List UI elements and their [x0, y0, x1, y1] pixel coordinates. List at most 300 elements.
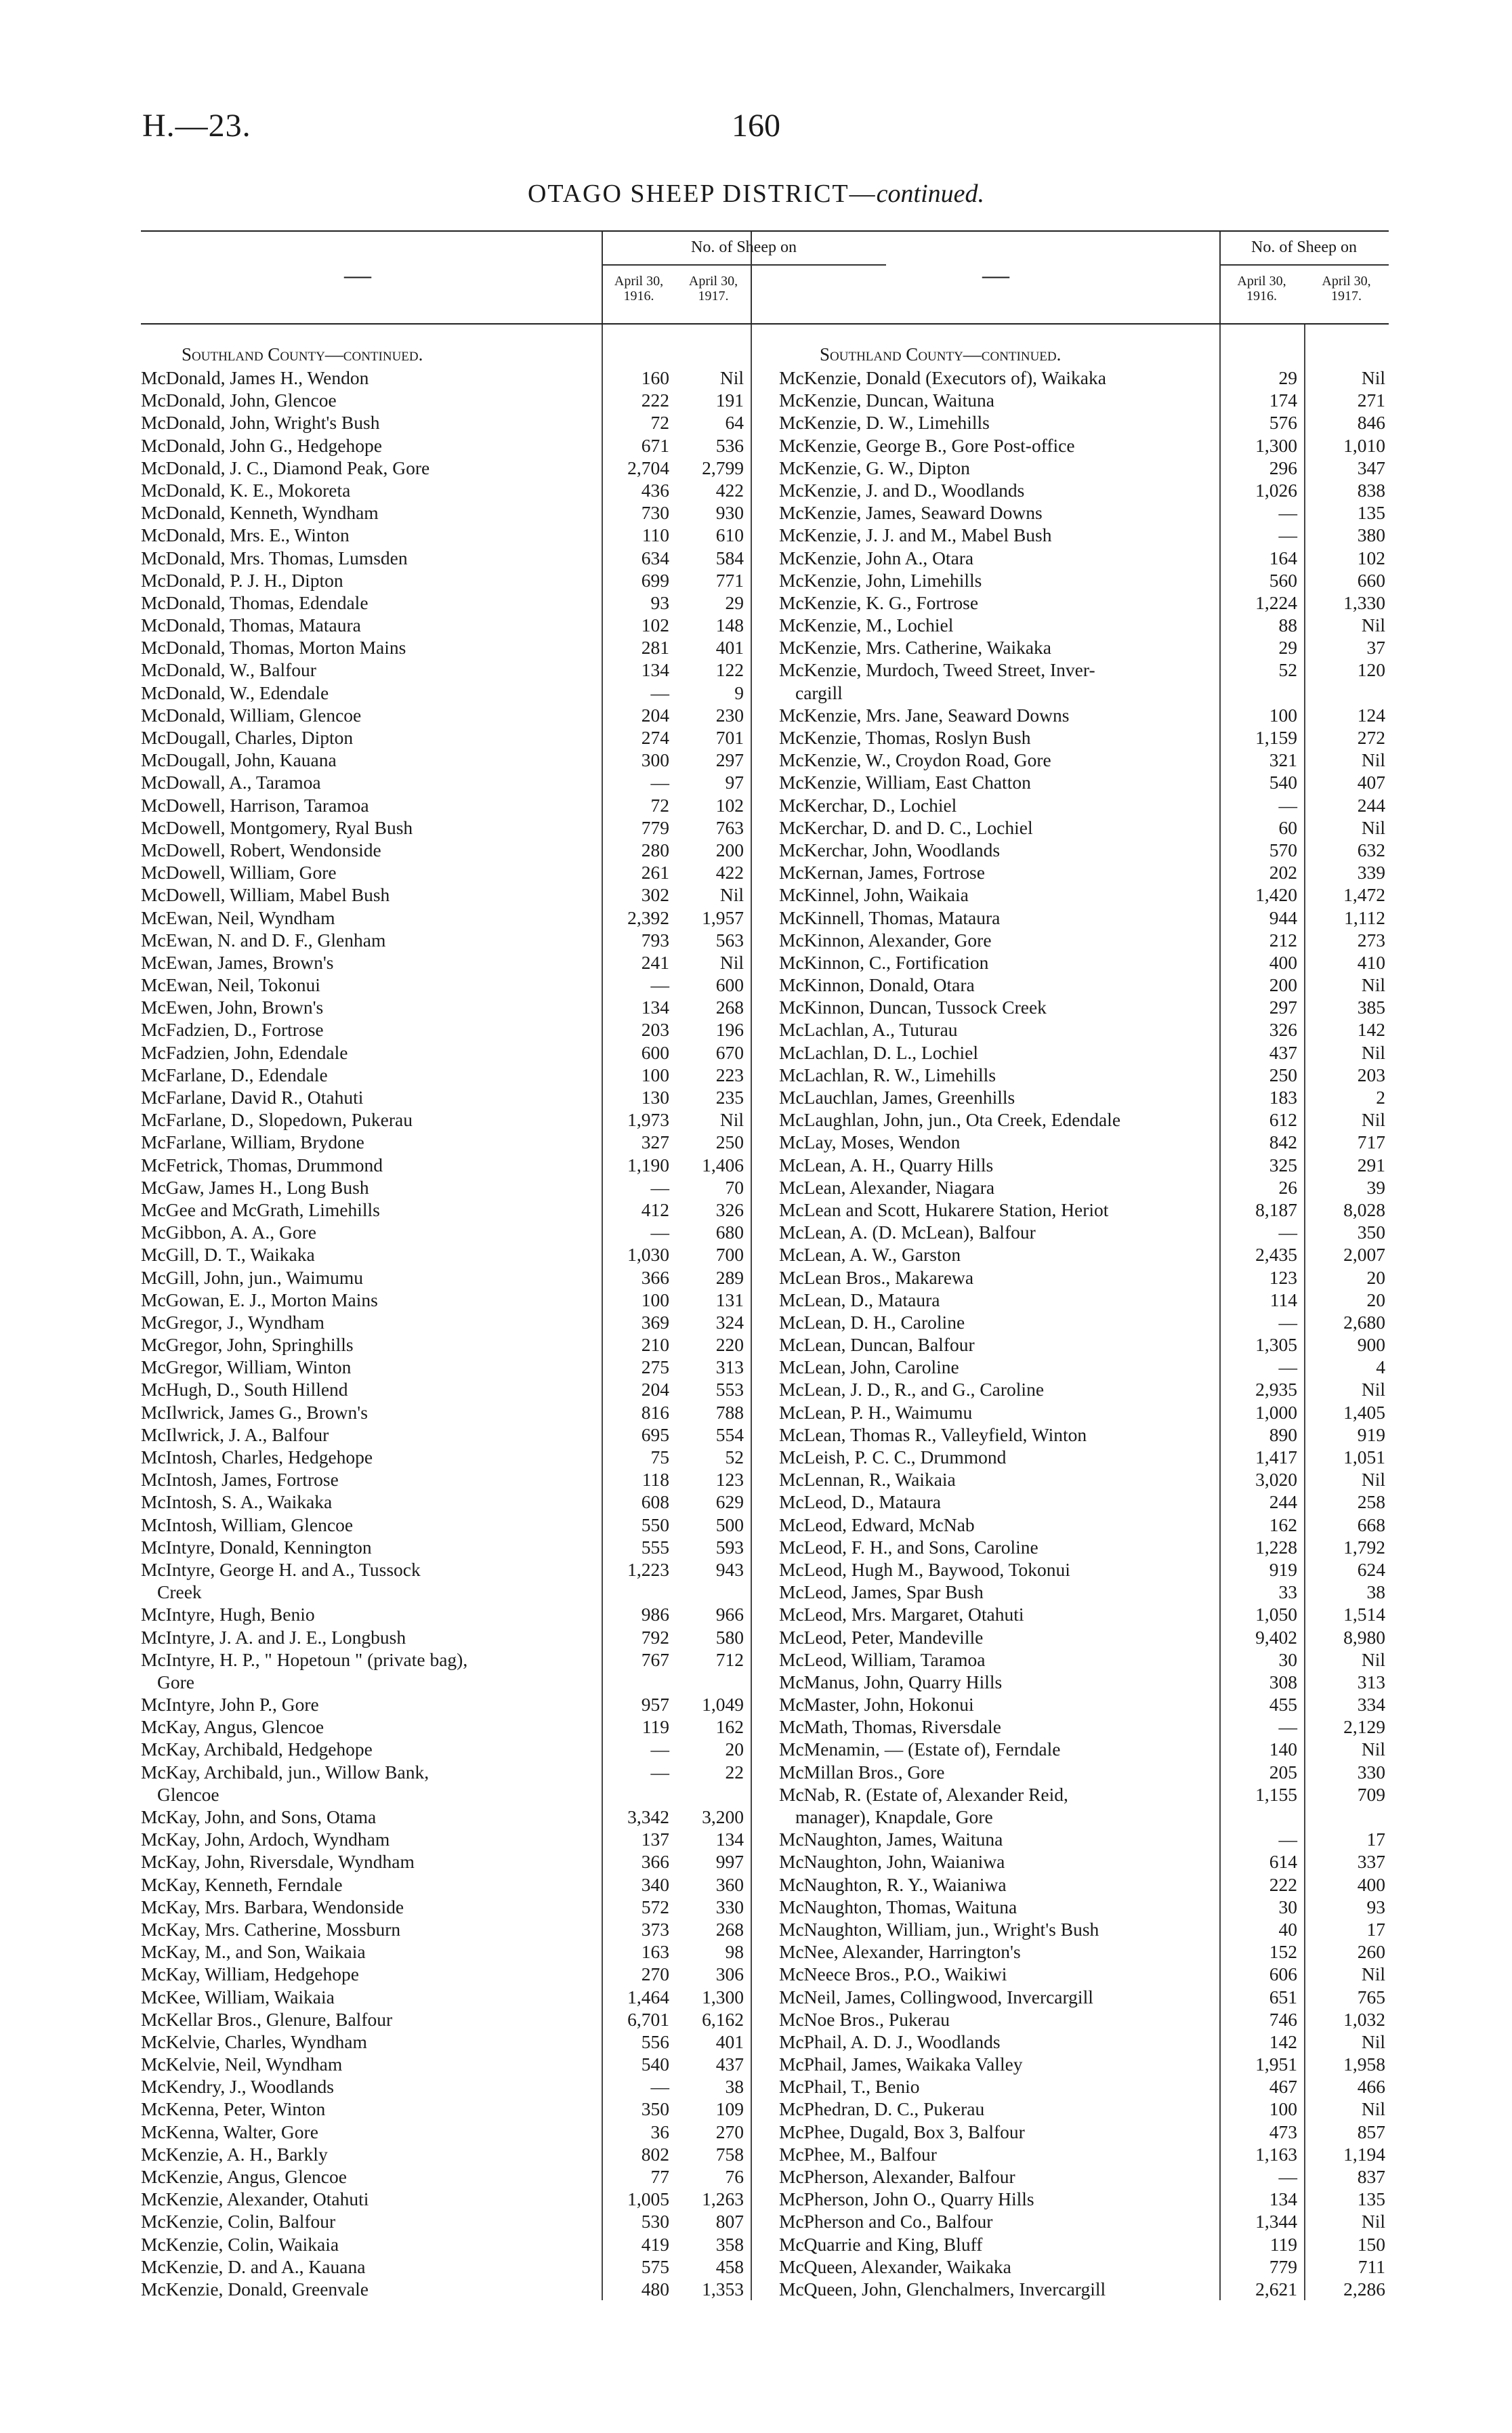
owner-name: McDonald, William, Glencoe — [141, 704, 362, 726]
table-row — [779, 1108, 1389, 1131]
sheep-1916: 1,030 — [627, 1244, 669, 1266]
sheep-1916: 296 — [1269, 457, 1297, 478]
table-row — [779, 1671, 1389, 1693]
table-row — [141, 2188, 886, 2210]
owner-name: McLean and Scott, Hukarere Station, Heriot — [779, 1199, 1109, 1220]
sheep-1916: 164 — [1269, 547, 1297, 568]
owner-name: McLeod, D., Mataura — [779, 1491, 942, 1513]
sheep-1916: 204 — [641, 704, 669, 726]
owner-name: McEwen, John, Brown's — [141, 997, 324, 1018]
sheep-1916: 606 — [1269, 1963, 1297, 1985]
sheep-1917: 763 — [715, 816, 744, 838]
sheep-1916: 1,464 — [627, 1986, 669, 2008]
owner-name: McGill, John, jun., Waimumu — [141, 1266, 364, 1288]
owner-name: McDonald, James H., Wendon — [141, 367, 369, 388]
section-heading: Southland County—continued. — [182, 344, 423, 365]
table-row — [141, 1176, 886, 1199]
owner-name: McFadzien, D., Fortrose — [141, 1019, 324, 1041]
sheep-1917: 135 — [1357, 2188, 1385, 2210]
sheep-1916: 540 — [1269, 772, 1297, 793]
sheep-1916: 3,342 — [627, 1806, 669, 1827]
sheep-1917: 289 — [715, 1266, 744, 1288]
owner-name: McNaughton, James, Waituna — [779, 1829, 1003, 1850]
owner-name: McLeod, William, Taramoa — [779, 1648, 986, 1670]
owner-name: McNaughton, William, jun., Wright's Bush — [779, 1918, 1099, 1940]
sheep-1916: 986 — [641, 1604, 669, 1625]
sheep-1916: 280 — [641, 839, 669, 860]
sheep-1917: 1,472 — [1343, 884, 1385, 906]
owner-name: McFadzien, John, Edendale — [141, 1041, 348, 1063]
sheep-1916: — — [650, 1222, 669, 1243]
owner-name: McGregor, J., Wyndham — [141, 1311, 324, 1333]
table-row — [779, 1041, 1389, 1064]
table-row — [141, 1243, 886, 1266]
owner-name: Glencoe — [157, 1783, 219, 1805]
sheep-1916: 671 — [641, 434, 669, 456]
sheep-1916: 9,402 — [1255, 1626, 1297, 1648]
table-row — [779, 2188, 1389, 2210]
sheep-1917: 250 — [715, 1131, 744, 1153]
table-row — [141, 1378, 886, 1400]
table-row — [141, 1738, 886, 1760]
owner-name: McPhail, T., Benio — [779, 2076, 920, 2098]
sheep-1917: 422 — [715, 862, 744, 883]
owner-name: McLean Bros., Makarewa — [779, 1266, 974, 1288]
table-row — [141, 1311, 886, 1333]
sheep-1917: Nil — [1361, 1109, 1385, 1131]
owner-name: McDowell, Montgomery, Ryal Bush — [141, 816, 413, 838]
sheep-1917: 337 — [1357, 1851, 1385, 1873]
sheep-1917: 244 — [1357, 794, 1385, 816]
sheep-1917: 711 — [1358, 2255, 1385, 2277]
sheep-1916: 100 — [641, 1289, 669, 1310]
owner-name: McLean, Thomas R., Valleyfield, Winton — [779, 1423, 1087, 1445]
sheep-1916: 36 — [650, 2121, 669, 2142]
sheep-1916: 1,224 — [1255, 591, 1297, 613]
sheep-1917: 326 — [715, 1199, 744, 1220]
table-row — [779, 2008, 1389, 2031]
table-row — [779, 1468, 1389, 1491]
owner-name: McLeish, P. C. C., Drummond — [779, 1447, 1007, 1468]
owner-name: McDowell, William, Gore — [141, 862, 337, 883]
table-row — [779, 1333, 1389, 1356]
sheep-1916: 274 — [641, 727, 669, 748]
table-row — [779, 1514, 1389, 1536]
table-row — [779, 996, 1389, 1018]
sheep-1917: 385 — [1357, 997, 1385, 1018]
sheep-1916: 530 — [641, 2211, 669, 2232]
right-table — [779, 230, 1389, 2300]
owner-name: Creek — [157, 1581, 202, 1603]
table-row — [779, 411, 1389, 434]
table-header — [141, 232, 886, 323]
sheep-1917: 624 — [1357, 1558, 1385, 1580]
owner-name: McGregor, John, Springhills — [141, 1334, 354, 1356]
table-row — [141, 1289, 886, 1311]
table-row — [141, 951, 886, 974]
sheep-1916: 26 — [1278, 1176, 1297, 1198]
table-row — [141, 1963, 886, 1985]
table-row — [779, 591, 1389, 614]
table-row — [779, 1918, 1389, 1940]
owner-name: McLean, John, Caroline — [779, 1356, 959, 1378]
owner-name: McNeece Bros., P.O., Waikiwi — [779, 1963, 1007, 1985]
sheep-1916: 614 — [1269, 1851, 1297, 1873]
owner-name: McKenzie, Murdoch, Tweed Street, Inver- — [779, 659, 1095, 681]
sheep-1916: 183 — [1269, 1087, 1297, 1108]
table-row — [141, 1693, 886, 1715]
sheep-1916: 576 — [1269, 412, 1297, 434]
owner-name: McKenzie, James, Seaward Downs — [779, 502, 1043, 524]
sheep-1916: — — [1278, 524, 1297, 546]
owner-name: McKinnell, Thomas, Mataura — [779, 907, 1001, 928]
sheep-1916: 325 — [1269, 1154, 1297, 1176]
sheep-1917: 1,032 — [1343, 2008, 1385, 2030]
table-row — [779, 501, 1389, 524]
sheep-1917: 39 — [1366, 1176, 1385, 1198]
sheep-1917: Nil — [1361, 2211, 1385, 2232]
sheep-1917: 306 — [715, 1963, 744, 1985]
owner-name: McKinnon, Duncan, Tussock Creek — [779, 997, 1047, 1018]
sheep-1917: 600 — [715, 974, 744, 996]
owner-name: McKinnel, John, Waikaia — [779, 884, 969, 906]
owner-name: McLean, P. H., Waimumu — [779, 1401, 973, 1423]
sheep-1917: 1,353 — [702, 2278, 744, 2300]
sheep-1916: 560 — [1269, 569, 1297, 591]
owner-name: McKerchar, John, Woodlands — [779, 839, 1001, 860]
sheep-1916: — — [1278, 1222, 1297, 1243]
table-row — [779, 1423, 1389, 1446]
table-row — [141, 929, 886, 951]
sheep-1916: 600 — [641, 1041, 669, 1063]
header-date-1916: April 30, 1916. — [1237, 274, 1286, 304]
sheep-1916: 326 — [1269, 1019, 1297, 1041]
sheep-1916: 222 — [641, 390, 669, 411]
sheep-1917: 1,958 — [1343, 2054, 1385, 2075]
sheep-1917: 4 — [1376, 1356, 1385, 1378]
owner-name: McDowell, Robert, Wendonside — [141, 839, 381, 860]
owner-name: McEwan, Neil, Tokonui — [141, 974, 320, 996]
sheep-1916: 1,417 — [1255, 1447, 1297, 1468]
table-row — [141, 1064, 886, 1086]
sheep-1916: 1,228 — [1255, 1536, 1297, 1558]
sheep-1916: 29 — [1278, 367, 1297, 388]
sheep-1917: 610 — [715, 524, 744, 546]
table-row — [779, 547, 1389, 569]
sheep-1917: 330 — [1357, 1761, 1385, 1783]
table-row — [779, 1536, 1389, 1558]
owner-name: McQueen, John, Glenchalmers, Invercargill — [779, 2278, 1106, 2300]
owner-name: McKenzie, J. J. and M., Mabel Bush — [779, 524, 1052, 546]
sheep-1917: 1,051 — [1343, 1447, 1385, 1468]
owner-name: McKenzie, William, East Chatton — [779, 772, 1031, 793]
table-row — [779, 659, 1389, 681]
sheep-1917: 339 — [1357, 862, 1385, 883]
column-rule — [1219, 325, 1221, 2300]
owner-name: McMath, Thomas, Riversdale — [779, 1716, 1001, 1738]
owner-name: McGaw, James H., Long Bush — [141, 1176, 369, 1198]
owner-name: McKendry, J., Woodlands — [141, 2076, 334, 2098]
header-group: No. of Sheep on — [1251, 238, 1357, 256]
sheep-1916: 2,935 — [1255, 1379, 1297, 1400]
sheep-1917: 930 — [715, 502, 744, 524]
owner-name: McPherson, Alexander, Balfour — [779, 2166, 1015, 2187]
owner-name: McDowell, Harrison, Taramoa — [141, 794, 369, 816]
sheep-1916: 2,435 — [1255, 1244, 1297, 1266]
sheep-1917: 235 — [715, 1087, 744, 1108]
sheep-1917: 580 — [715, 1626, 744, 1648]
sheep-1917: 1,514 — [1343, 1604, 1385, 1625]
table-row — [141, 816, 886, 839]
sheep-1916: 1,973 — [627, 1109, 669, 1131]
sheep-1917: 407 — [1357, 772, 1385, 793]
sheep-1917: 297 — [715, 749, 744, 771]
owner-name: McPhedran, D. C., Pukerau — [779, 2098, 985, 2120]
table-row — [141, 2233, 886, 2255]
table-row — [779, 2031, 1389, 2053]
owner-name: McKay, John, and Sons, Otama — [141, 1806, 377, 1827]
sheep-1917: Nil — [1361, 1379, 1385, 1400]
sheep-1917: 20 — [1366, 1289, 1385, 1310]
sheep-1917: 712 — [715, 1648, 744, 1670]
sheep-1916: — — [650, 1761, 669, 1783]
sheep-1917: 2 — [1376, 1087, 1385, 1108]
owner-name: McKelvie, Neil, Wyndham — [141, 2054, 343, 2075]
sheep-1917: 29 — [725, 591, 744, 613]
owner-name: McLean, J. D., R., and G., Caroline — [779, 1379, 1045, 1400]
sheep-1916: 455 — [1269, 1694, 1297, 1715]
sheep-1916: 308 — [1269, 1671, 1297, 1692]
owner-name: McDonald, P. J. H., Dipton — [141, 569, 343, 591]
sheep-1916: 412 — [641, 1199, 669, 1220]
owner-name: McDonald, J. C., Diamond Peak, Gore — [141, 457, 430, 478]
owner-name: McKenzie, W., Croydon Road, Gore — [779, 749, 1051, 771]
sheep-1917: 1,957 — [702, 907, 744, 928]
table-row — [779, 1199, 1389, 1221]
header-subrule — [1219, 264, 1389, 266]
sheep-1916: 40 — [1278, 1918, 1297, 1940]
owner-name: McPhee, Dugald, Box 3, Balfour — [779, 2121, 1025, 2142]
table-row — [779, 1986, 1389, 2008]
table-row — [779, 367, 1389, 389]
sheep-1917: 584 — [715, 547, 744, 568]
owner-name: manager), Knapdale, Gore — [795, 1806, 993, 1827]
header-date-1917: April 30, 1917. — [688, 274, 738, 304]
table-row — [141, 1333, 886, 1356]
table-row — [141, 1603, 886, 1625]
owner-name: McKay, Archibald, jun., Willow Bank, — [141, 1761, 429, 1783]
owner-name: McKelvie, Charles, Wyndham — [141, 2031, 367, 2052]
owner-name: McLauchlan, James, Greenhills — [779, 1087, 1015, 1108]
sheep-1916: 1,000 — [1255, 1401, 1297, 1423]
owner-name: McFarlane, David R., Otahuti — [141, 1087, 364, 1108]
sheep-1917: 3,200 — [702, 1806, 744, 1827]
sheep-1917: 700 — [715, 1244, 744, 1266]
sheep-1916: — — [1278, 794, 1297, 816]
sheep-1916: — — [650, 2076, 669, 2098]
sheep-1917: 22 — [725, 1761, 744, 1783]
sheep-1917: 765 — [1357, 1986, 1385, 2008]
owner-name: McKinnon, C., Fortification — [779, 951, 989, 973]
owner-name: McLaughlan, John, jun., Ota Creek, Edendale — [779, 1109, 1121, 1131]
table-row — [779, 614, 1389, 636]
table-row — [779, 2210, 1389, 2232]
owner-name: McKenzie, Mrs. Jane, Seaward Downs — [779, 704, 1070, 726]
sheep-1916: — — [1278, 1829, 1297, 1850]
sheep-1916: 202 — [1269, 862, 1297, 883]
sheep-1917: 324 — [715, 1311, 744, 1333]
sheep-1917: 268 — [715, 997, 744, 1018]
owner-name: McDougall, John, Kauana — [141, 749, 337, 771]
owner-name: McKernan, James, Fortrose — [779, 862, 985, 883]
sheep-1917: 20 — [1366, 1266, 1385, 1288]
owner-name: McDowell, William, Mabel Bush — [141, 884, 390, 906]
sheep-1917: 102 — [715, 794, 744, 816]
sheep-1916: 1,005 — [627, 2188, 669, 2210]
owner-name: McQueen, Alexander, Waikaka — [779, 2255, 1011, 2277]
table-row — [141, 501, 886, 524]
sheep-1916: 366 — [641, 1266, 669, 1288]
sheep-1916: 60 — [1278, 816, 1297, 838]
table-row — [141, 479, 886, 501]
column-rule — [1304, 325, 1305, 2300]
table-row — [779, 2075, 1389, 2098]
sheep-1917: 670 — [715, 1041, 744, 1063]
sheep-1916: 327 — [641, 1131, 669, 1153]
sheep-1917: 273 — [1357, 929, 1385, 951]
sheep-1917: 1,300 — [702, 1986, 744, 2008]
sheep-1916: 75 — [650, 1447, 669, 1468]
sheep-1916: — — [1278, 1716, 1297, 1738]
table-header — [779, 232, 1389, 323]
sheep-1916: 241 — [641, 951, 669, 973]
owner-name: McLeod, Mrs. Margaret, Otahuti — [779, 1604, 1024, 1625]
sheep-1917: 8,980 — [1343, 1626, 1385, 1648]
sheep-1917: 350 — [1357, 1222, 1385, 1243]
sheep-1916: 842 — [1269, 1131, 1297, 1153]
table-row — [141, 861, 886, 883]
sheep-1917: 807 — [715, 2211, 744, 2232]
sheep-1917: 680 — [715, 1222, 744, 1243]
sheep-1916: 473 — [1269, 2121, 1297, 2142]
owner-name: McDonald, John, Wright's Bush — [141, 412, 380, 434]
sheep-1917: 2,799 — [702, 457, 744, 478]
table-row — [141, 1108, 886, 1131]
sheep-1917: 857 — [1357, 2121, 1385, 2142]
table-row — [779, 1806, 1389, 1828]
sheep-1917: 123 — [715, 1469, 744, 1491]
sheep-1917: 150 — [1357, 2233, 1385, 2255]
owner-name: McIlwrick, James G., Brown's — [141, 1401, 368, 1423]
owner-name: McKenna, Walter, Gore — [141, 2121, 318, 2142]
owner-name: McPherson and Co., Balfour — [779, 2211, 993, 2232]
owner-name: McNaughton, Thomas, Waituna — [779, 1896, 1017, 1917]
owner-name: McKinnon, Donald, Otara — [779, 974, 975, 996]
owner-name: McMenamin, — (Estate of), Ferndale — [779, 1739, 1061, 1760]
sheep-1917: 2,129 — [1343, 1716, 1385, 1738]
table-row — [779, 1131, 1389, 1153]
table-row — [779, 1963, 1389, 1985]
sheep-1916: 1,300 — [1255, 434, 1297, 456]
sheep-1916: 123 — [1269, 1266, 1297, 1288]
sheep-1916: 275 — [641, 1356, 669, 1378]
sheep-1916: 550 — [641, 1514, 669, 1535]
column-rule — [602, 325, 603, 2300]
table-row — [141, 1221, 886, 1243]
owner-name: McLean, A. W., Garston — [779, 1244, 961, 1266]
owner-name: McKee, William, Waikaia — [141, 1986, 335, 2008]
sheep-1916: — — [1278, 2166, 1297, 2187]
sheep-1917: 109 — [715, 2098, 744, 2120]
owner-name: McIntyre, John P., Gore — [141, 1694, 319, 1715]
sheep-1917: 701 — [715, 727, 744, 748]
sheep-1916: 2,704 — [627, 457, 669, 478]
owner-name: McDonald, W., Balfour — [141, 659, 316, 681]
table-row — [779, 1581, 1389, 1603]
sheep-1917: 6,162 — [702, 2008, 744, 2030]
table-row — [141, 1761, 886, 1783]
owner-name: McLay, Moses, Wendon — [779, 1131, 961, 1153]
sheep-1917: 629 — [715, 1491, 744, 1513]
table-row — [779, 1783, 1389, 1806]
sheep-1917: 313 — [715, 1356, 744, 1378]
table-row — [779, 636, 1389, 659]
owner-name: McQuarrie and King, Bluff — [779, 2233, 983, 2255]
owner-name: McKay, M., and Son, Waikaia — [141, 1941, 366, 1963]
sheep-1916: 419 — [641, 2233, 669, 2255]
sheep-1916: 366 — [641, 1851, 669, 1873]
table-row — [141, 2053, 886, 2075]
sheep-1917: 400 — [1357, 1873, 1385, 1895]
sheep-1916: 119 — [1269, 2233, 1297, 2255]
sheep-1916: 767 — [641, 1648, 669, 1670]
sheep-1916: 52 — [1278, 659, 1297, 681]
owner-name: McLeod, James, Spar Bush — [779, 1581, 984, 1603]
table-row — [779, 1715, 1389, 1738]
table-row — [141, 2210, 886, 2232]
sheep-1916: 210 — [641, 1334, 669, 1356]
sheep-1917: Nil — [1361, 974, 1385, 996]
sheep-1916: 1,951 — [1255, 2054, 1297, 2075]
table-row — [141, 2121, 886, 2143]
sheep-1916: 134 — [1269, 2188, 1297, 2210]
sheep-1917: Nil — [719, 1109, 744, 1131]
owner-name: McIntosh, Charles, Hedgehope — [141, 1447, 373, 1468]
owner-name: McDonald, Mrs. Thomas, Lumsden — [141, 547, 408, 568]
sheep-1916: 340 — [641, 1873, 669, 1895]
owner-name: McFarlane, D., Slopedown, Pukerau — [141, 1109, 413, 1131]
owner-name: McEwan, Neil, Wyndham — [141, 907, 335, 928]
sheep-1917: 358 — [715, 2233, 744, 2255]
table-row — [141, 1401, 886, 1423]
owner-name: McKenzie, G. W., Dipton — [779, 457, 970, 478]
owner-name: McKenzie, Colin, Waikaia — [141, 2233, 339, 2255]
owner-name: McLean, A. H., Quarry Hills — [779, 1154, 994, 1176]
table-row — [779, 1356, 1389, 1378]
owner-name: McKenzie, Duncan, Waituna — [779, 390, 994, 411]
table-row — [779, 1266, 1389, 1289]
owner-name: McNaughton, R. Y., Waianiwa — [779, 1873, 1007, 1895]
sheep-1916: 119 — [642, 1716, 669, 1738]
owner-name: McEwan, N. and D. F., Glenham — [141, 929, 386, 951]
table-row — [779, 726, 1389, 749]
sheep-1917: 291 — [1357, 1154, 1385, 1176]
owner-name: McKenzie, A. H., Barkly — [141, 2143, 328, 2165]
sheep-1916: 244 — [1269, 1491, 1297, 1513]
sheep-1917: 148 — [715, 615, 744, 636]
sheep-1916: 163 — [641, 1941, 669, 1963]
sheep-1916: 556 — [641, 2031, 669, 2052]
